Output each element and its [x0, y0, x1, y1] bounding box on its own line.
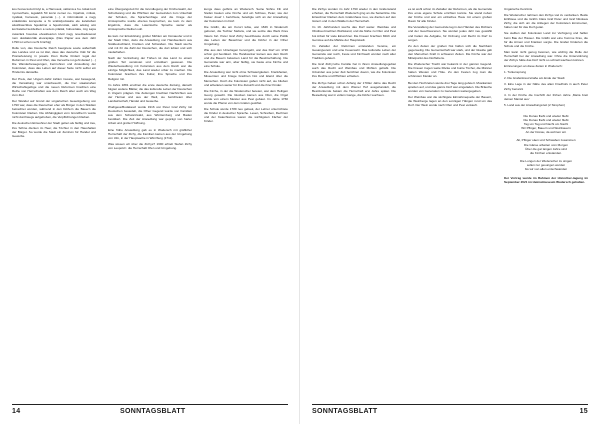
paragraph: Die Graf Zichy'sche Familie hat in ihrem Ansiedlungsgebiet auch das Recht auf Weinbau und Mühlen gehabt. Die Urkunden aus jener Zeit berichten davon, wie die Kolonisten ihre Rechte und Pflichten erhielten. [312, 62, 396, 79]
page-number: 14 [12, 408, 21, 415]
paragraph: es ist wohl schon im Zeitalter der Reformen, als die Gemeinde ihre erste eigene Schule errichten konnte. Sie stand neben der Kirche und war ein einfaches Haus mit einem großen Raum für alle Kinder. [408, 7, 492, 24]
paragraph: Die Kirche, in der die Wuderscher beteten, war dem Heiligen Georg geweiht. Die Glocken kamen aus Ofen, die Orgel wurde von einem Meister aus Pest gebaut. Im Jahre 1760 wurde die Pfarrei von dem Grafen gestiftet. [204, 88, 288, 105]
left-page-footer [12, 404, 288, 419]
poem-line: Die Lungen der Wuderscher zu singen [520, 158, 572, 163]
paragraph: Die Ansiedlung war nicht ohne Schwierigkeiten. Krankheiten, Missernten und Kriege brachten Not und Elend über die Menschen. Doch die Kolonisten gaben nicht auf, sie blieben und arbeiteten weiter für ihre Zukunft und die ihrer Kinder. [204, 70, 288, 87]
paragraph: Die deutschen Einwohner der Stadt gelten als fleißig und treu, ihre Söhne dienten im Heer, die Töchter in den Haushalten der Bürger. So wurde die Stadt ein Zentrum für Handel und Gewerbe. [12, 121, 96, 138]
right-column-3 [504, 7, 588, 399]
poem [504, 114, 588, 171]
paragraph: Die Zichys haben schon Anfang der 1700er Jahre das Recht der Ansiedlung mit dem Wiener Hof ausgehandelt, die Besitzurkunde bekam die Herrschaft erst Jahre später. Die Besiedlung war in vollem Gange, die Dörfer wuchsen. [312, 80, 396, 97]
paragraph: Die Zichys wurden im Jahr 1790 wieder in den Grafenstand erhoben, die Herrschaft Wudersch ging an die Seitenlinie. Die Einwohner blieben dem Grafenhaus treu, sie dienten auf den Gütern und in den Wäldern der Herrschaft. [312, 7, 396, 24]
paragraph: Der Preis, den Ungarn dafür zahlen musste, war bewegend, die Verwaltung war unterbesetzt, die hier staatsnahen Wirtschaftsgefüge und die neuen Reformen brachten eine Reihe von Herrschaften aus dem Reich aber auch am Weg zum Ziel. [12, 76, 96, 97]
list-item: 4. In der Kirche die Inschrift der frühen Jahre ‚Maria breit deinen Mantel aus' [504, 92, 588, 101]
paragraph: Die Verwaltung der Gemeinde lag in den Händen des Richters und der Geschworenen. Sie wurden jedes Jahr neu gewählt und hatten die Aufgabe, für Ordnung und Recht im Dorf zu sorgen. [408, 25, 492, 42]
poem-line: Die Gänse arbeiten vom Morgen [523, 142, 569, 147]
poem-line: Über die gar langen Jahre sind [525, 146, 567, 151]
paragraph: Zu den Zeiten der großen Not halfen sich die Nachbarn gegenseitig. Die Gemeinschaft war stark, und der Glaube gab den Menschen Kraft in schweren Zeiten. Die Kirche war der Mittelpunkt des Dorflebens. [408, 43, 492, 61]
left-column-3 [204, 7, 288, 399]
closing-note: Der Vortrag wurde im Rahmen der Historiker-tagung im September 2021 im Heimatmuseum Wudersch gehalten. [504, 176, 588, 185]
left-column-1 [12, 7, 96, 399]
paragraph: Die Wuderscher nahmen den Zichys viel zu verdanken. Beide Einflüsse und die Gräfin Clara Graf Peter und Graf Nikolaus Zichy, die sich um die Anliegen der Kolonisten kümmerten, haben viel für das Dorf getan. [504, 13, 588, 30]
right-page [300, 0, 600, 424]
list-item: 3. Eine Lage in der Nähe des alten Friedhofs in auch Peter Zichy benannt [504, 82, 588, 91]
poem-line: die Kirchen entstanden. [529, 150, 562, 155]
paragraph: Der Wandel auf Grund der ungarischen Gesetzgebung von 1790 war, dass die Deutschen eher als Bürger in den Städten betrachtet wurden, während in den Dörfern die Bauern die Kolonisten blieben. Die Abhängigkeit vom Grundherrn wurde nicht durchwegs aufgehoben, die Verpflichtungen blieben. [12, 98, 96, 120]
page-number: 15 [579, 408, 588, 415]
paragraph: Die Gräfin, die am Kurort lebte, war 1846 in Wudersch geboren, die Tochter Stefans, und sie setzte das Werk ihres Vaters fort. Peter Graf Zichy beeinflusste durch seine Politik das Leben der Bewohner und die Dörfer in der Ofner Umgebung. [204, 25, 288, 46]
paragraph: Im Zeitalter der Reformen entstanden Vereine, ein Gesangverein und eine Feuerwehr. Das kulturelle Leben der Gemeinde war reich, Feste und Kirchweih wurden nach alter Tradition gefeiert. [312, 43, 396, 61]
paragraph: Die Wuderscher Tracht war bekannt in der ganzen Gegend. Die Frauen trugen weite Röcke und bunte Tücher, die Männer hatten Westen und Hüte. Zu den Festen zog man die schönsten Kleider an. [408, 62, 492, 79]
paragraph: kos hocsa kozott folyt le, a Hamosok, vallomá a hu- lottak kozt nyomozhato, legalabb 50 kozsi nemet ne- bipahok, miikok, nyaikak, hamosok, pansciak (…). A informálódó a nagy érdeklódés kozepette a fő szabályozására ele kelettében alsobbasztikus fejedelmé a fejesfunciak, alob adolog ami kozzatettel kezdetben a vezeto pilaták, hoboszaka, mig Lajos császárá hosszas elvadósazon kivül nagy tevezkedésével nem okáttakozták elsorapiaja. (Das Papier aus dem Jahr 1790 ist schon recht brüchig) [12, 7, 96, 44]
paragraph: kungs dass gelbnis an Wudersch. Seine Söhne Fili und Stefan bauten eine Kirche und ein Schloss, Peter, wie der Kaiser Josef I. berichtete, beteiligte sich an der Ansiedlung der Kolonisten im Dorf. [204, 7, 288, 24]
list-item: 5. Land aus der Ansiedlungszeit (2 Strophen) [504, 102, 565, 107]
list-intro: Erinnerungen an diese Zeiten in Wudersch: [504, 64, 563, 69]
paragraph: Im Jahre 1881 erschien die erste deutsche Zeitung, danach folgten weitere Blätter, die das kulturelle Leben der Deutschen in Ungarn prägten. Die Zeitungen brachten Nachrichten aus der Heimat und aus der Welt, sie berichteten über Landwirtschaft, Handel und Gewerbe. [108, 82, 192, 103]
list-item: 1. Turkensprung [504, 70, 527, 75]
poem-line: An der Donau, da wohnen wir. [525, 130, 567, 135]
right-column-2 [408, 7, 492, 399]
running-title: SONNTAGSBLATT [312, 408, 378, 415]
paragraph: Rolle von, das Deutsche Reich beeignete sowie außerhalb des Landes und es ist klar, dass das deutsche Volk für die Pionierleistung in jeweils ihren Reihe fördern legal der Reformen in Pest und Ofen, das Versuche ist geht darauf (…) Die Wanderbewegungen, Fernrohren und Ansiedlung der Kolonisten, dass das Leben auf dieser Seite nicht selbst ein Hindernis darstellte. [12, 45, 96, 75]
paragraph: Eine frühe Ansiedlung gab es in Wudersch mit gräflicher Herrschaft der Zichy, die Familien kamen aus der Umgebung von Ulm, in der Hauptsache in Würzburg (1711). [108, 127, 192, 140]
paragraph: Die Schule wurde 1789 neu gebaut, der Lehrer unterrichtete die Kinder in deutscher Sprache. Lesen, Schreiben, Rechnen und der Katechismus waren die wichtigsten Fächer der Kinder. [204, 107, 288, 124]
paragraph: Der Weinbau war die wichtigste Einnahmequelle der Bauern, die Weinberge lagen an den sonnigen Hängen rund um das Dorf. Der Wein wurde nach Ofen und Pest verkauft. [408, 94, 492, 107]
paragraph: Es kam zur Entwicklung großer Mühlen am Donauufer und in der Stadt Ofen, dazu die Ansiedlung von Handwerkern aus Süddeutschland, Franken und Schwaben. Die Stadt wuchs und mit ihr die Zahl der Deutschen, die dort lebten und sich niederließen. [108, 33, 192, 54]
paragraph: Wudigess/Budakeszi wurde 1916 von Peter Graf Zichy mit Deutschen besiedelt, die Ofner Gegend wurde von Familien aus dem Schwarzwald, aus Württemberg und Baden bevölkert. Die Zeit der Ansiedlung war geprägt von harter Arbeit und großer Hoffnung. [108, 105, 192, 126]
running-title: SONNTAGSBLATT [120, 408, 186, 415]
poem-line: bis wir von allen entschwanden [524, 167, 568, 172]
poem-line: Tag um Tag und Nacht um Nacht [523, 122, 569, 127]
poem-line: Die Donau fließt und wieder fließt [523, 117, 569, 122]
left-column-2 [108, 7, 192, 399]
section-intro: Ungarische Kenntnis [504, 7, 533, 11]
right-column-1 [312, 7, 396, 399]
list-item: 2. Die Grafenkreuzstraße am Ende der Stadt [504, 76, 565, 81]
paragraph: Man kann nicht genug betonen, wie wichtig die Rolle der Herrschaft bei der Ansiedlung war. Ohne die Unterstützung der Zichys hätte das Dorf nicht so schnell wachsen können. [504, 49, 588, 63]
poem-line: Alt, Pflüger säen und Schwaben zusammen [516, 138, 576, 143]
paragraph: Wie aus den Unterlagen hervorgeht, war das Dorf um 1720 schon gut bevölkert. Die Handwerker kamen aus dem Reich und die Bauern bekamen Land für die Bewirtschaftung. Die Gemeinde war arm, aber fleißig, sie baute eine Kirche und eine Schule. [204, 47, 288, 69]
paragraph: eine Übergangszeit für die Grundlegung der Kirchenwahl, der Schulzwang und die Pflichten der Gemeinden zum Unterhalt der Schulen, die Sprachenfrage und die Frage der Amtssprache wurde ebenso besprochen, sie kam zu dem Ergebnis, dass die Lateinische Sprache weiter als Amtssprache bleiben soll. [108, 7, 192, 32]
paragraph: Bei den Hochzeiten wurde drei Tage lang gefeiert. Musikanten spielten auf, und das ganze Dorf war eingeladen. Die Bräuche wurden von Generation zu Generation weitergegeben. [408, 80, 492, 93]
paragraph: Sie stellten den Kolonisten Land zur Verfügung und halfen beim Bau der Häuser. Die Gräfin war eine fromme Frau, die für die Armen und Kranken sorgte. Die Grafen förderten die Schule und die Kirche. [504, 31, 588, 48]
paragraph: Was wissen wir über die Zichys? 1690 erhielt Stefan Zichy von Leopold I. die Herrschaft Ofen und Umgebung. [108, 141, 192, 150]
poem-line: Wir Pflüger, Bauern und Weinbauern [521, 126, 571, 131]
poem-line: sollen nur gesungen werden [526, 163, 566, 167]
paragraph: Im 19. Jahrhundert wuchs das Dorf weiter. Weinbau und Obstbau brachten Wohlstand, und die Nähe zu Ofen und Pest bot Arbeit für viele Einwohner. Die Frauen brachten Milch und Gemüse auf die Märkte der Hauptstadt. [312, 25, 396, 42]
right-page-footer [312, 404, 588, 419]
poem-line: Die Donau fließt und wieder fließt [523, 113, 569, 118]
paragraph: Nach der Vertreibung der Türken ist das Land zu einem großen Teil verwüstet und entvölkert gewesen. Die Wiederbesiedlung mit Kolonisten aus dem Reich war die einzige Möglichkeit, das Land wieder urbar zu machen. Die Kolonisten brachten ihre Kultur, ihre Sprache und ihre Religion mit. [108, 56, 192, 81]
